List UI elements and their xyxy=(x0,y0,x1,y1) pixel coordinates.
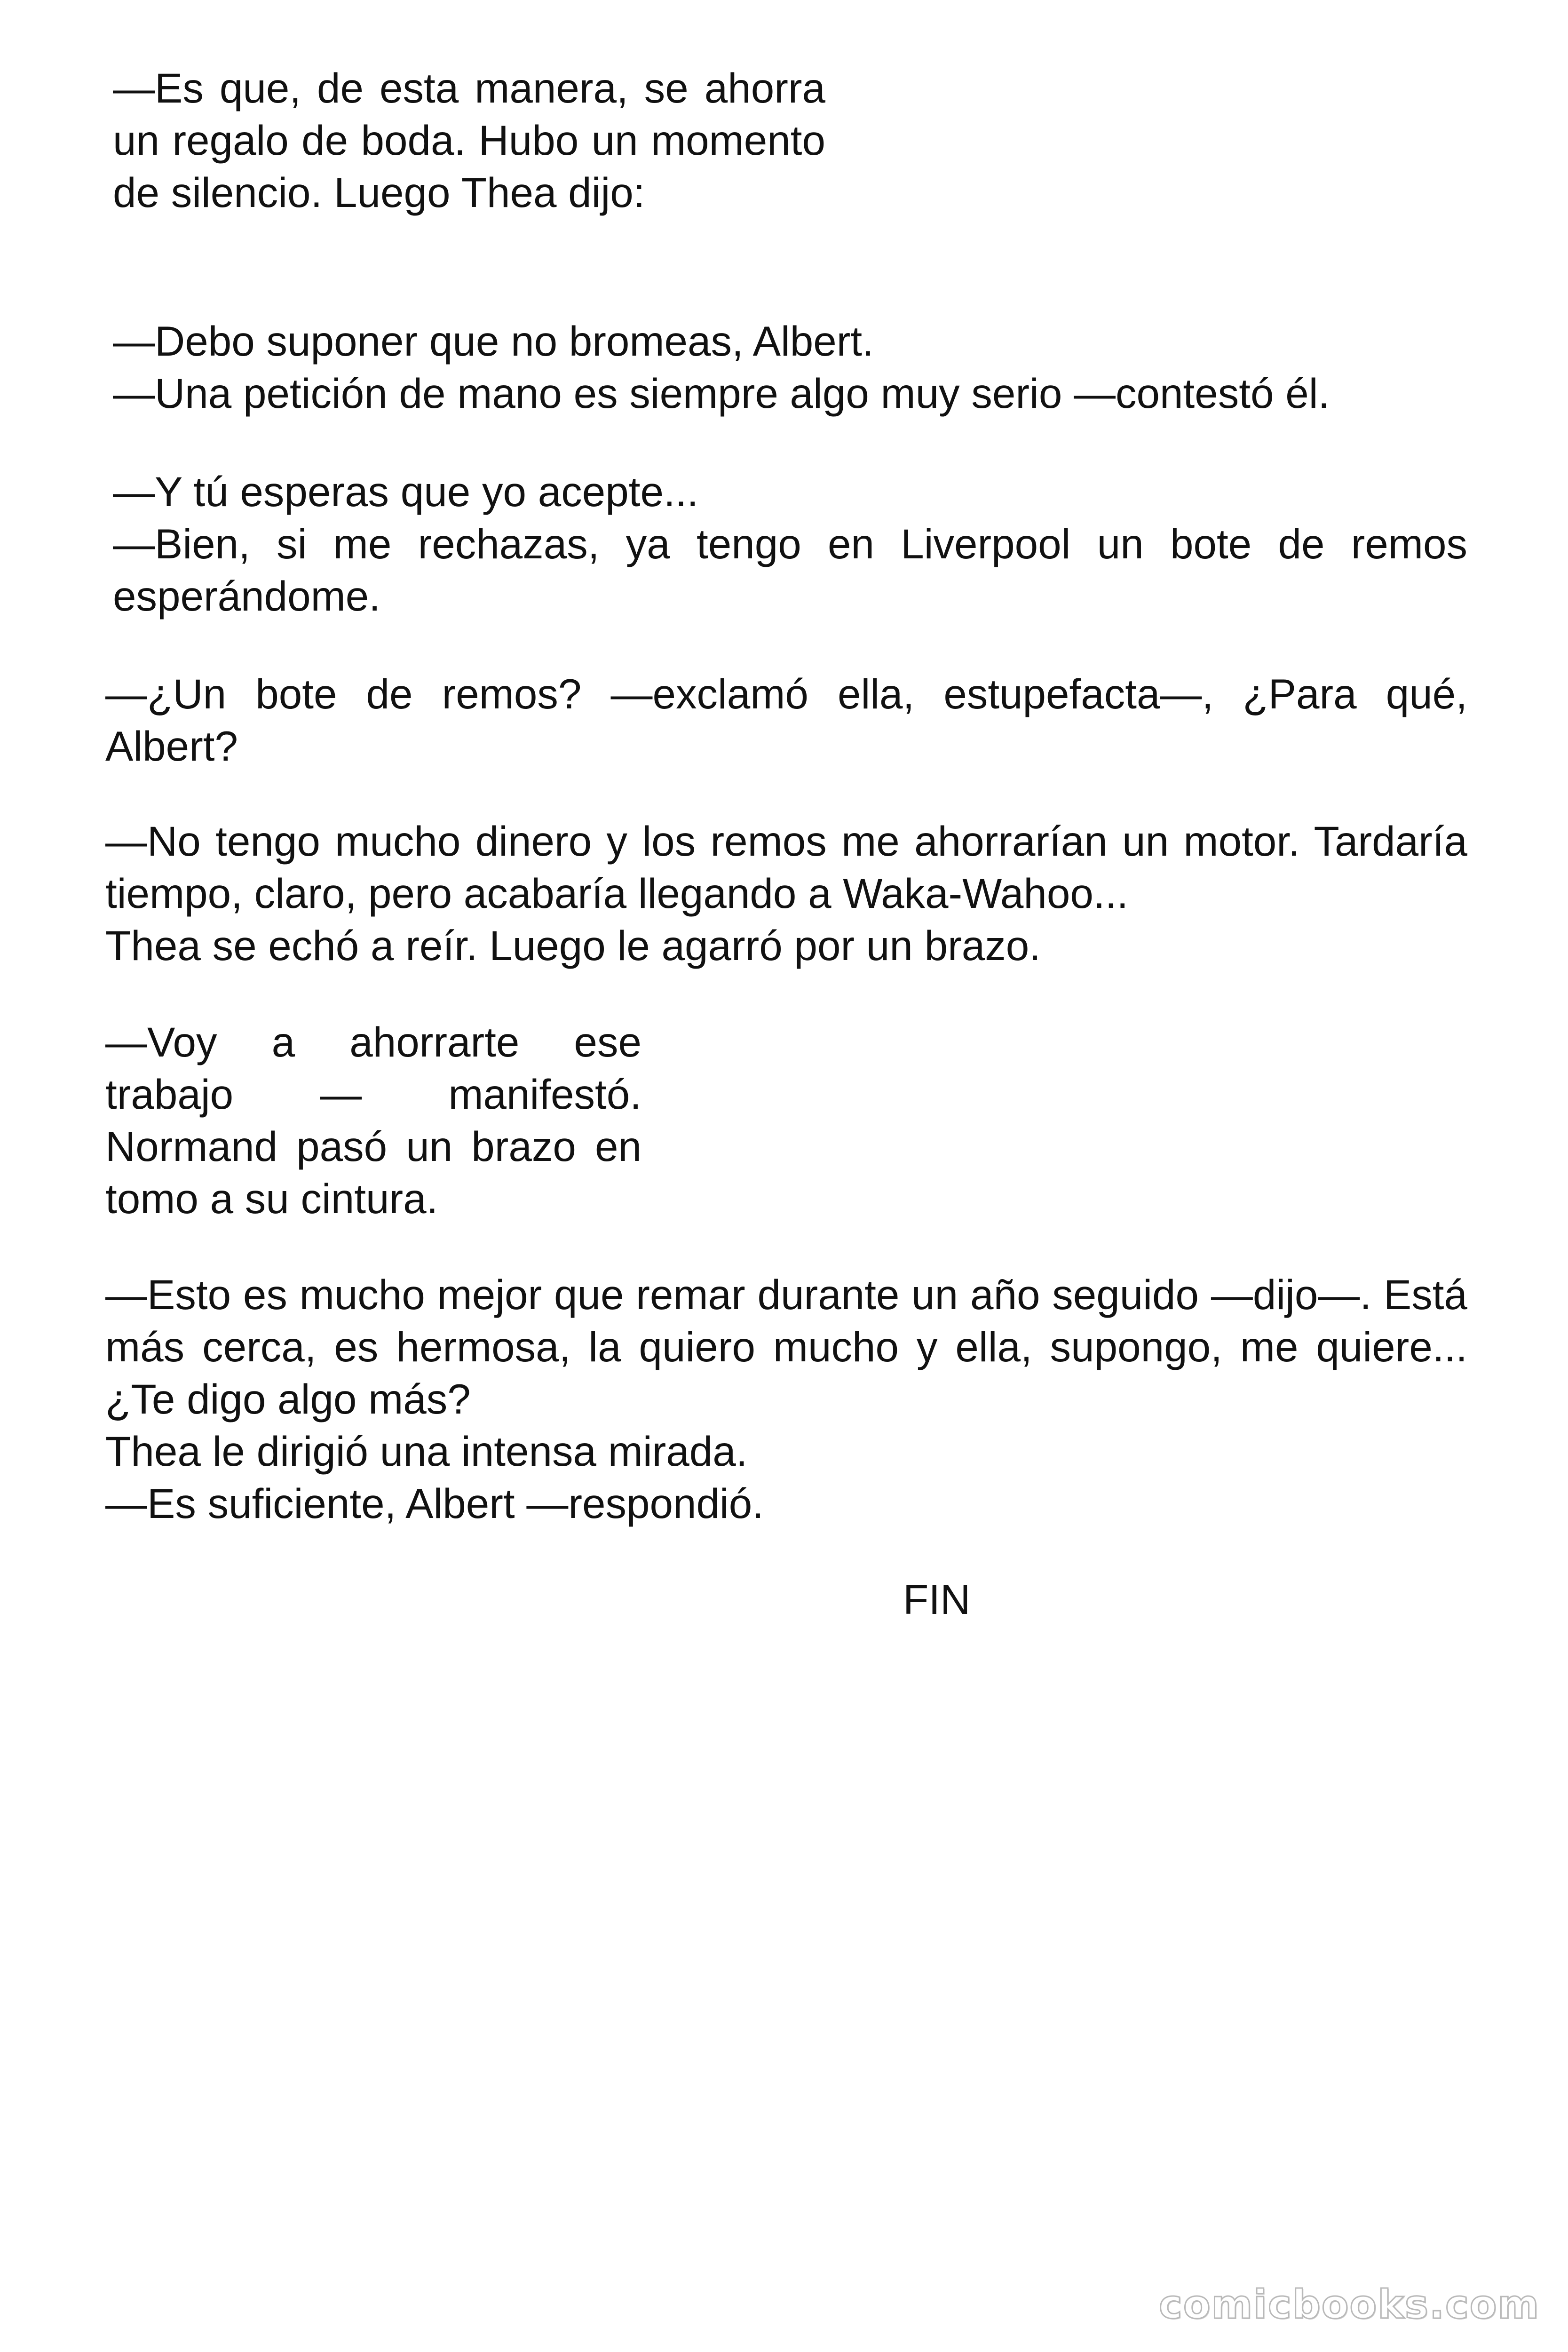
text-line: —Bien, si me rechazas, ya tengo en Liverpool un bote de remos esperándome. xyxy=(113,520,1467,620)
text-line: —Es suficiente, Albert —respondió. xyxy=(105,1480,764,1527)
text-line: —Y tú esperas que yo acepte... xyxy=(113,468,699,515)
text-line: Thea le dirigió una intensa mirada. xyxy=(105,1428,748,1475)
paragraph-rowboat-question xyxy=(105,668,1467,772)
text-line: Thea se echó a reír. Luego le agarró por un brazo. xyxy=(105,922,1041,969)
paragraph-rowboat-waiting xyxy=(113,466,1467,622)
text-line: —Una petición de mano es siempre algo muy serio —contestó él. xyxy=(113,370,1330,417)
text-line: —Es que, de esta manera, se ahorra un regalo de boda. Hubo un momento de silencio. Luego Thea dijo: xyxy=(113,64,825,216)
paragraph-no-money xyxy=(105,815,1467,972)
paragraph-save-you-work xyxy=(105,1016,641,1225)
text-line: —Voy a ahorrarte ese trabajo — manifestó. Normand pasó un brazo en tomo a su cintura. xyxy=(105,1018,641,1222)
watermark-logo: comicbooks.com xyxy=(1159,2281,1540,2328)
text-line: —No tengo mucho dinero y los remos me ahorrarían un motor. Tardaría tiempo, claro, pero acabaría llegando a Waka-Wahoo... xyxy=(105,818,1467,917)
paragraph-wedding-gift xyxy=(113,62,825,219)
text-line: —Esto es mucho mejor que remar durante un año seguido —dijo—. Está más cerca, es hermosa, la quiero mucho y ella, supongo, me quiere... ¿Te digo algo más? xyxy=(105,1271,1467,1422)
text-line: —¿Un bote de remos? —exclamó ella, estupefacta—, ¿Para qué, Albert? xyxy=(105,670,1467,770)
paragraph-proposal xyxy=(113,315,1383,420)
text-line: —Debo suponer que no bromeas, Albert. xyxy=(113,318,874,365)
end-mark: FIN xyxy=(903,1576,971,1623)
paragraph-ending xyxy=(105,1269,1467,1530)
